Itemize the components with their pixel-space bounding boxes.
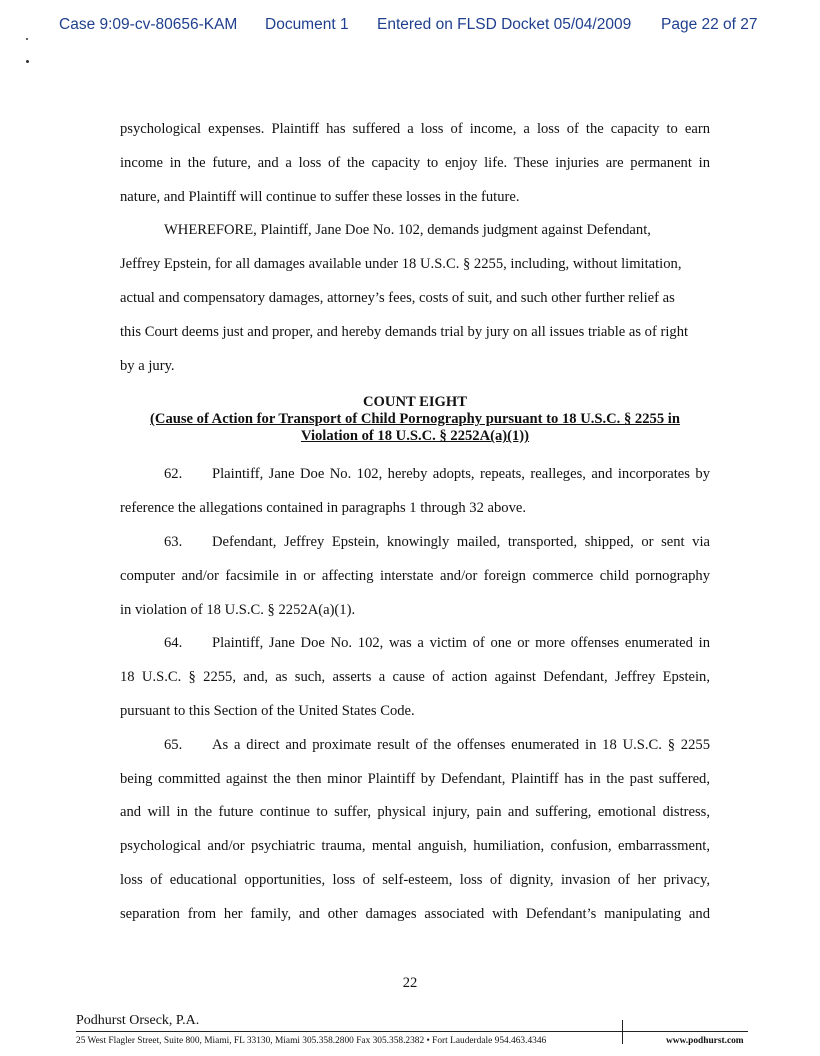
paragraph-number: 65. — [164, 736, 183, 753]
firm-address: 25 West Flagler Street, Suite 800, Miami, FL 33130, Miami 305.358.2800 Fax 305.358.2382 • Fort Lauderdale 954.463.4346 — [76, 1036, 547, 1046]
text-line: this Court deems just and proper, and hereby demands trial by jury on all issues triable as of right — [120, 323, 689, 340]
text-line: loss of educational opportunities, loss of self-esteem, loss of dignity, invasion of her privacy, — [120, 871, 710, 888]
text-line: and will in the future continue to suffer, physical injury, pain and suffering, emotional distress, — [120, 804, 710, 821]
text-line: nature, and Plaintiff will continue to suffer these losses in the future. — [120, 188, 520, 205]
count-subtitle: (Cause of Action for Transport of Child Pornography pursuant to 18 U.S.C. § 2255 in — [150, 411, 680, 428]
count-subtitle: Violation of 18 U.S.C. § 2252A(a)(1)) — [300, 428, 530, 445]
text-line: reference the allegations contained in paragraphs 1 through 32 above. — [120, 500, 527, 517]
text-line: 18 U.S.C. § 2255, and, as such, asserts a cause of action against Defendant, Jeffrey Epstein, — [120, 669, 710, 686]
page-indicator: Page 22 of 27 — [661, 16, 758, 33]
text-line: income in the future, and a loss of the capacity to enjoy life. These injuries are permanent in — [120, 154, 710, 171]
wherefore-clause: WHEREFORE, Plaintiff, Jane Doe No. 102, demands judgment against Defendant, — [164, 222, 651, 239]
text-line: computer and/or facsimile in or affecting interstate and/or foreign commerce child pornography — [120, 567, 710, 584]
footer-divider-tick — [622, 1020, 623, 1044]
document-body — [120, 118, 710, 937]
firm-name: Podhurst Orseck, P.A. — [76, 1013, 200, 1028]
text-span: As a direct and proximate result of the offenses enumerated in 18 U.S.C. § 2255 — [212, 736, 710, 753]
text-span: Plaintiff, Jane Doe No. 102, hereby adopts, repeats, realleges, and incorporates by — [212, 466, 710, 483]
count-title: COUNT EIGHT — [363, 394, 467, 411]
text-line: psychological expenses. Plaintiff has suffered a loss of income, a loss of the capacity to earn — [120, 121, 710, 137]
court-header-stamp — [0, 16, 820, 40]
paragraph-number: 64. — [164, 635, 183, 652]
text-span: Defendant, Jeffrey Epstein, knowingly mailed, transported, shipped, or sent via — [212, 533, 710, 550]
text-line: psychological and/or psychiatric trauma, mental anguish, humiliation, confusion, embarrassment, — [120, 838, 710, 855]
paragraph-number: 62. — [164, 466, 183, 483]
case-number: Case 9:09-cv-80656-KAM — [59, 16, 238, 33]
count-heading — [120, 394, 710, 445]
docket-entry: Entered on FLSD Docket 05/04/2009 — [377, 16, 632, 33]
footer-divider — [76, 1031, 748, 1032]
text-line: being committed against the then minor Plaintiff by Defendant, Plaintiff has in the past suffered, — [120, 770, 710, 787]
page-number: 22 — [402, 975, 418, 991]
text-span: Plaintiff, Jane Doe No. 102, was a victim of one or more offenses enumerated in — [212, 635, 710, 652]
text-line: actual and compensatory damages, attorney’s fees, costs of suit, and such other further relief as — [120, 289, 675, 306]
firm-website: www.podhurst.com — [666, 1036, 744, 1046]
scan-speck — [26, 60, 29, 63]
paragraph-number: 63. — [164, 533, 183, 550]
document-number: Document 1 — [265, 16, 349, 33]
paragraph-65 — [120, 734, 710, 768]
scan-speck — [26, 38, 28, 40]
text-line: Jeffrey Epstein, for all damages available under 18 U.S.C. § 2255, including, without limitation, — [120, 256, 682, 273]
text-line: by a jury. — [120, 357, 175, 374]
text-line: separation from her family, and other damages associated with Defendant’s manipulating and — [120, 905, 710, 922]
paragraph-64 — [120, 632, 710, 666]
paragraph-63 — [120, 531, 710, 565]
text-line: in violation of 18 U.S.C. § 2252A(a)(1). — [120, 601, 356, 618]
paragraph-62 — [120, 463, 710, 497]
text-line: pursuant to this Section of the United States Code. — [120, 702, 415, 719]
